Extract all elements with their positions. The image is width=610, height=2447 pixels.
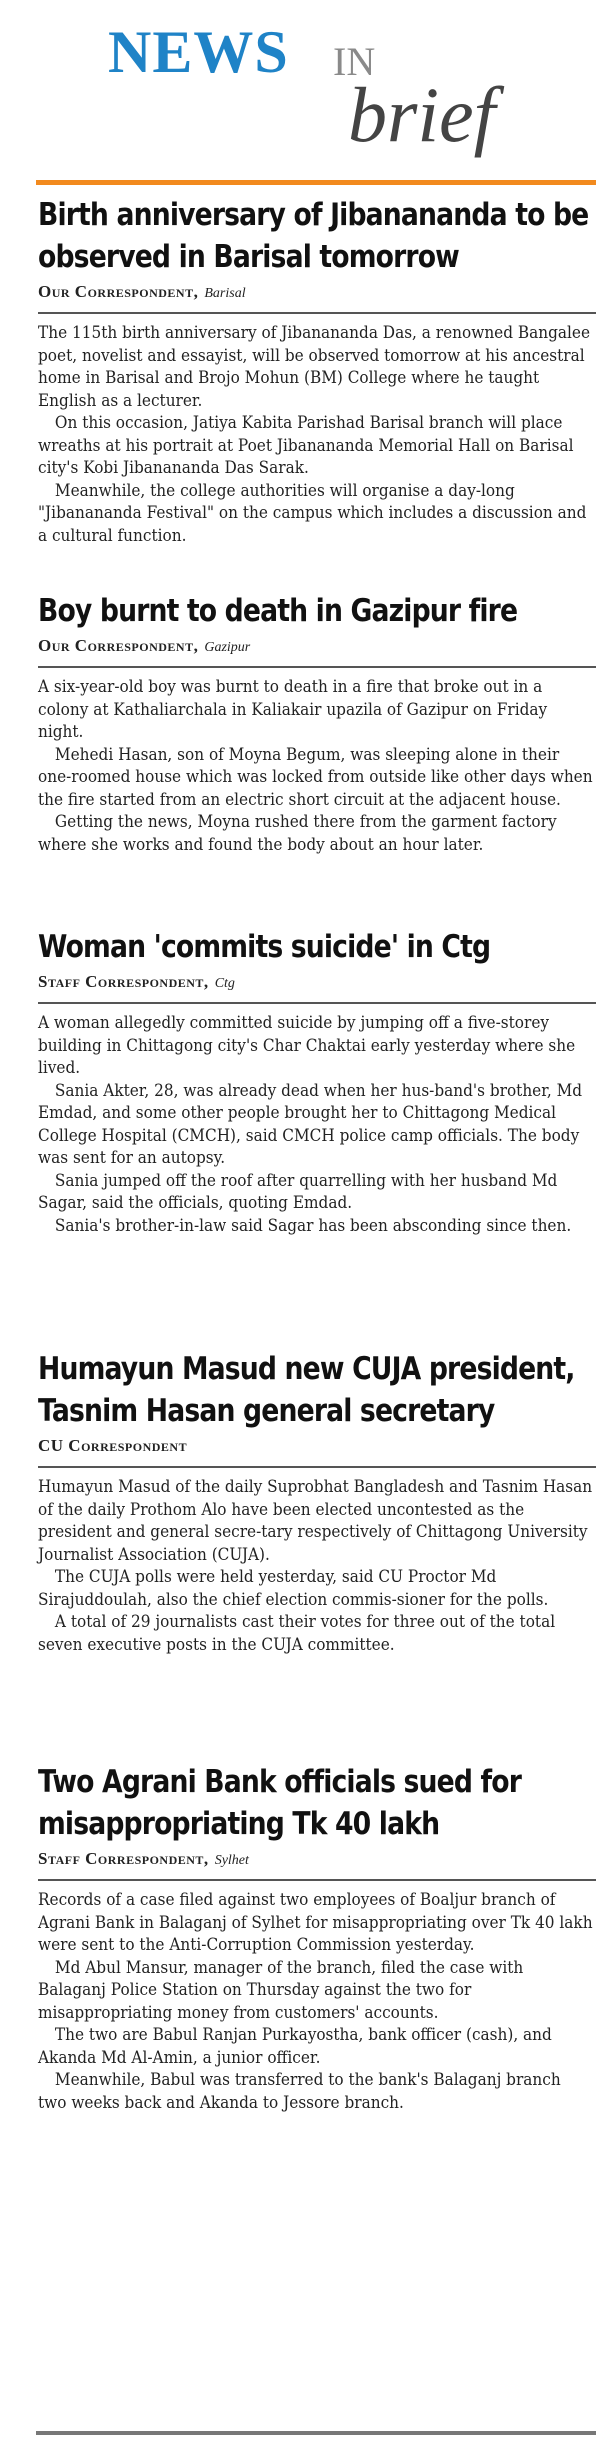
article-divider: [38, 312, 596, 314]
masthead-in: IN: [333, 39, 376, 84]
byline-place: Barisal: [204, 286, 246, 301]
article-headline: Birth anniversary of Jibanananda to be observed in Barisal tomorrow: [38, 197, 589, 275]
article-headline: Two Agrani Bank officials sued for misappropriating Tk 40 lakh: [38, 1764, 522, 1842]
article-divider: [38, 1879, 596, 1881]
article-paragraph: A six-year-old boy was burnt to death in a fire that broke out in a colony at Kathaliarchala in Kaliakair upazila of Gazipur on Friday night.: [38, 677, 548, 741]
article-body: [38, 1476, 594, 1656]
article-body: [38, 322, 594, 547]
article-paragraph: Sania's brother-in-law said Sagar has been absconding since then.: [54, 1215, 572, 1235]
articles-column: [38, 194, 596, 2191]
article-headline: Woman 'commits suicide' in Ctg: [38, 929, 491, 965]
article-paragraph: On this occasion, Jatiya Kabita Parishad Barisal branch will place wreaths at his portrait at Poet Jibanananda Memorial Hall on Barisal city's Kobi Jibanananda Das Sarak.: [38, 413, 574, 477]
article-paragraph: Mehedi Hasan, son of Moyna Begum, was sleeping alone in their one-roomed house which was locked from outside like other days when the fire started from an electric short circuit at the adjacent house.: [38, 744, 593, 809]
article-headline: Boy burnt to death in Gazipur fire: [38, 593, 518, 629]
article-body: [38, 676, 594, 856]
article-agrani-bank: [38, 1761, 596, 2191]
article-paragraph: Meanwhile, the college authorities will organise a day-long "Jibanananda Festival" on the campus which includes a discussion and a cultural function.: [38, 480, 587, 545]
article-paragraph: A woman allegedly committed suicide by jumping off a five-storey building in Chittagong city's Char Chaktai early yesterday where she lived.: [38, 1013, 576, 1077]
byline-place: Gazipur: [204, 640, 251, 655]
article-byline: [38, 1849, 596, 1871]
article-paragraph: Sania jumped off the roof after quarrelling with her husband Md Sagar, said the officials, quoting Emdad.: [38, 1170, 558, 1212]
article-divider: [38, 1466, 596, 1468]
bottom-divider: [36, 2431, 596, 2435]
article-byline: [38, 972, 596, 994]
article-body: [38, 1012, 594, 1237]
article-divider: [38, 666, 596, 668]
article-paragraph: Md Abul Mansur, manager of the branch, filed the case with Balaganj Police Station on Thursday against the two for misappropriating money from customers' accounts.: [38, 1957, 524, 2022]
byline-correspondent: Our Correspondent,: [38, 282, 199, 301]
article-paragraph: Getting the news, Moyna rushed there from the garment factory where she works and found the body about an hour later.: [38, 812, 557, 854]
article-headline: Humayun Masud new CUJA president, Tasnim Hasan general secretary: [38, 1351, 575, 1429]
byline-correspondent: Staff Correspondent,: [38, 1849, 209, 1868]
article-byline: [38, 1436, 596, 1458]
article-paragraph: The two are Babul Ranjan Purkayostha, bank officer (cash), and Akanda Md Al-Amin, a junior officer.: [38, 2025, 552, 2067]
article-paragraph: Humayun Masud of the daily Suprobhat Bangladesh and Tasnim Hasan of the daily Prothom Alo have been elected uncontested as the president and general secre-tary respectively of Chittagong University Journalist Association (CUJA).: [38, 1477, 593, 1564]
article-jibanananda: [38, 194, 596, 590]
masthead: [0, 0, 610, 175]
article-cuja-election: [38, 1348, 596, 1761]
article-paragraph: Meanwhile, Babul was transferred to the bank's Balaganj branch two weeks back and Akanda to Jessore branch.: [38, 2070, 561, 2112]
byline-correspondent: Our Correspondent,: [38, 636, 199, 655]
article-byline: [38, 636, 596, 658]
article-paragraph: The CUJA polls were held yesterday, said CU Proctor Md Sirajuddoulah, also the chief election commis-sioner for the polls.: [38, 1567, 549, 1609]
masthead-brief: brief: [348, 71, 496, 158]
article-paragraph: The 115th birth anniversary of Jibanananda Das, a renowned Bangalee poet, novelist and essayist, will be observed tomorrow at his ancestral home in Barisal and Brojo Mohun (BM) College where he taught English as a lecturer.: [38, 323, 591, 410]
byline-correspondent: Staff Correspondent,: [38, 972, 209, 991]
article-paragraph: Sania Akter, 28, was already dead when her hus-band's brother, Md Emdad, and some other people brought her to Chittagong Medical College Hospital (CMCH), said CMCH police camp officials. The body was sent for an autopsy.: [38, 1080, 583, 1167]
masthead-news: NEWS: [108, 19, 289, 85]
article-divider: [38, 1002, 596, 1004]
article-paragraph: A total of 29 journalists cast their votes for three out of the total seven executive posts in the CUJA committee.: [38, 1612, 556, 1654]
article-paragraph: Records of a case filed against two employees of Boaljur branch of Agrani Bank in Balaganj of Sylhet for misappropriating over Tk 40 lakh were sent to the Anti-Corruption Commission yesterday.: [38, 1890, 593, 1954]
article-body: [38, 1889, 594, 2114]
byline-correspondent: CU Correspondent: [38, 1436, 188, 1455]
article-byline: [38, 282, 596, 304]
byline-place: Sylhet: [214, 1853, 249, 1868]
byline-place: Ctg: [214, 976, 235, 991]
article-gazipur-fire: [38, 590, 596, 926]
article-ctg-suicide: [38, 926, 596, 1348]
masthead-divider: [36, 180, 596, 185]
